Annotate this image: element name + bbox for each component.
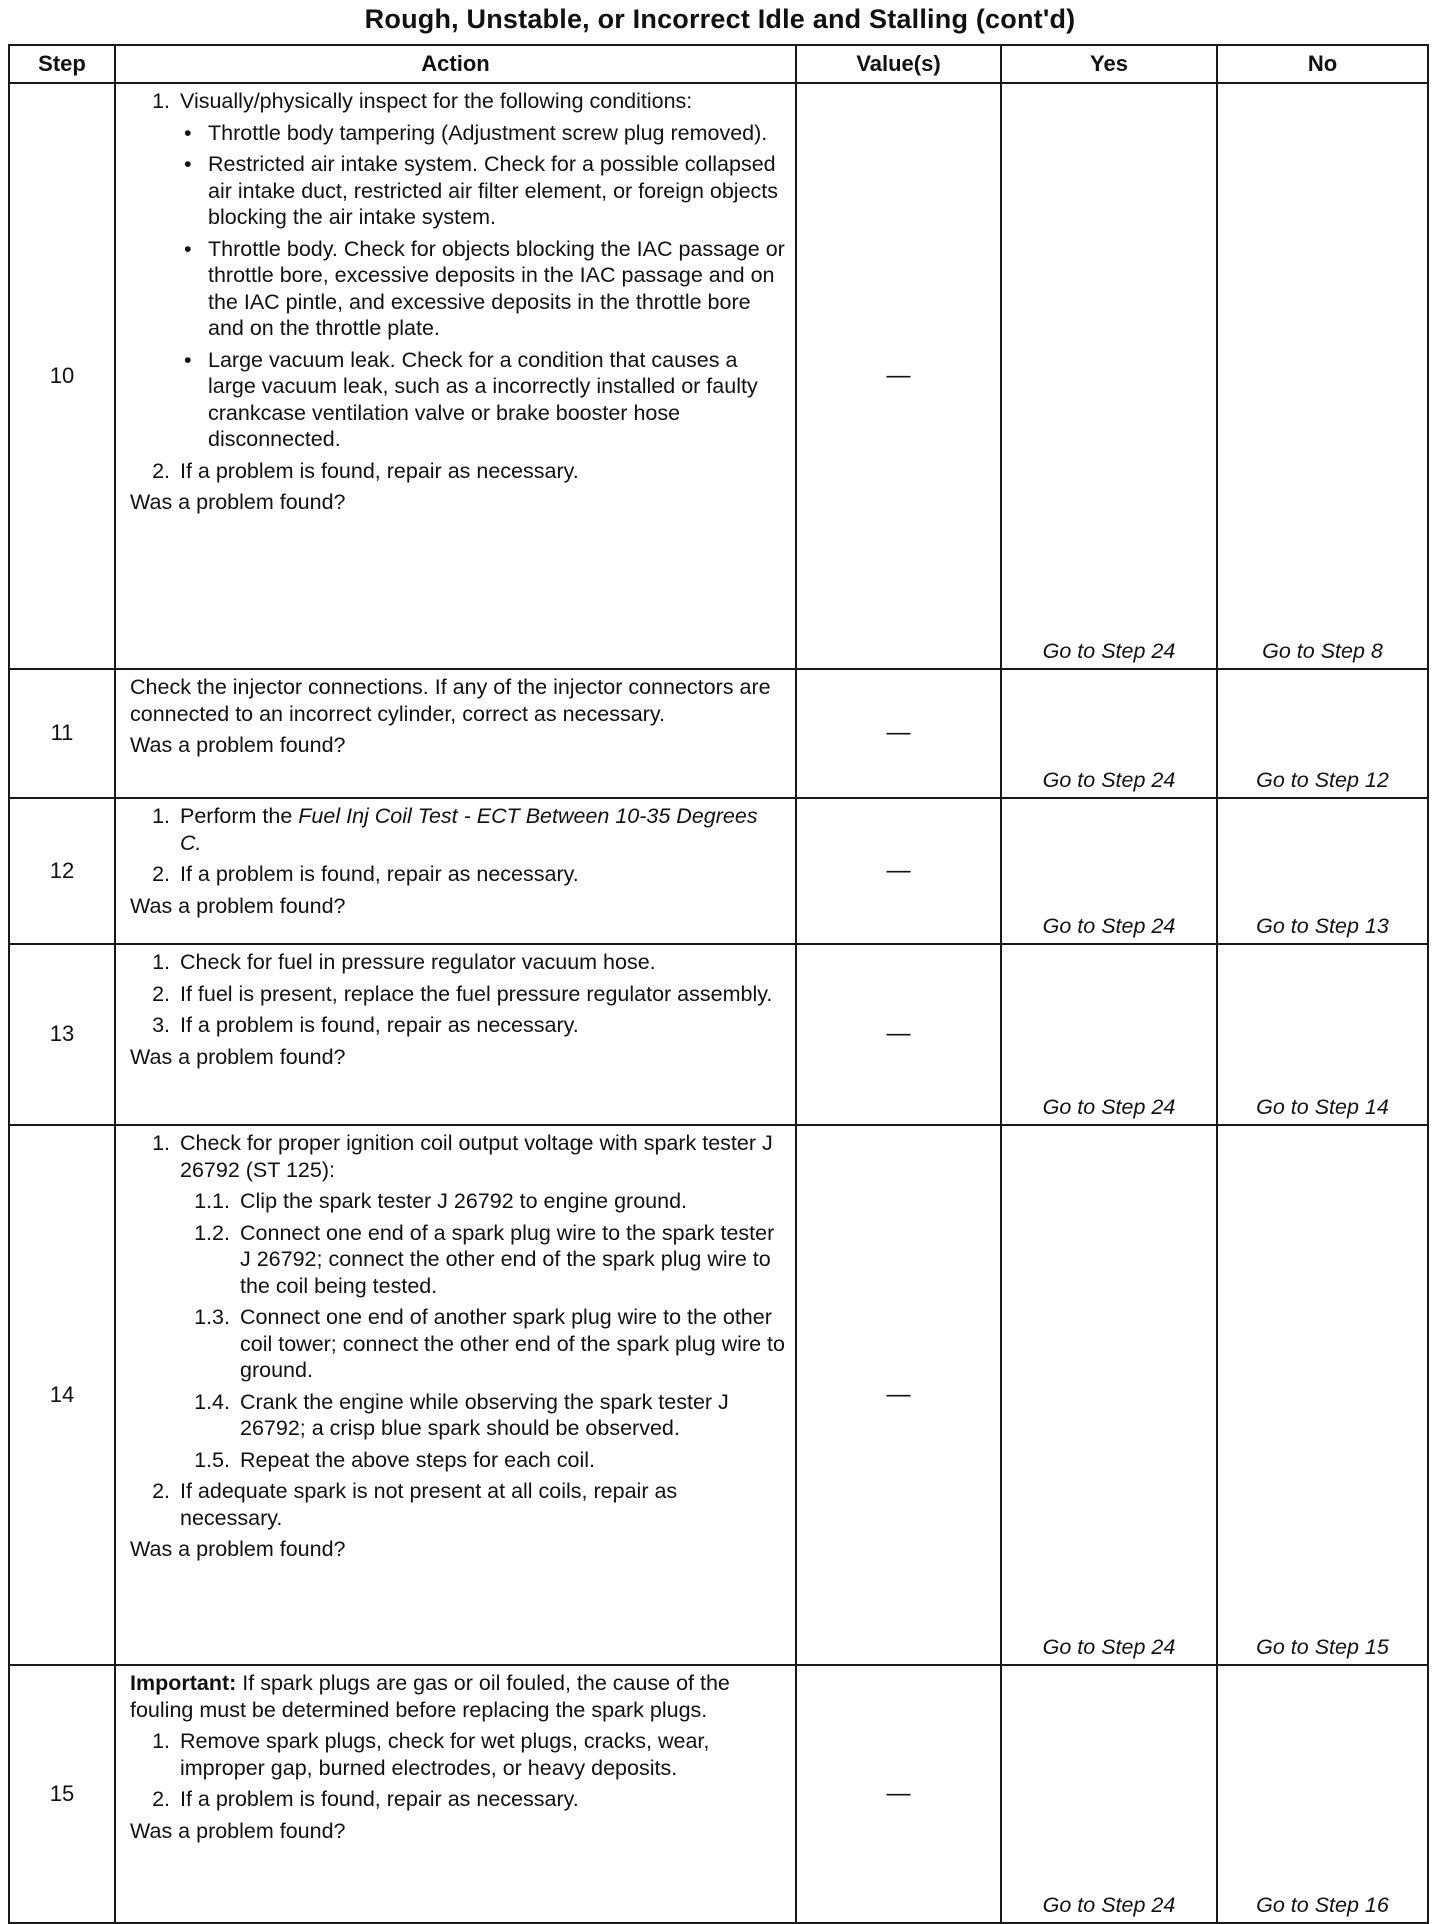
yes-cell — [1001, 83, 1217, 669]
action-text: Check the injector connections. If any of the injector connectors are connected to an incorrect cylinder, correct as necessary. — [130, 675, 771, 726]
important-text: If spark plugs are gas or oil fouled, the cause of the fouling must be determined before replacing the spark plugs. — [130, 1671, 730, 1722]
sub-item-number: 1.1. — [194, 1189, 230, 1213]
sub-item-text: Connect one end of another spark plug wire to the other coil tower; connect the other end of the spark plug wire to ground. — [240, 1305, 785, 1382]
no-link[interactable]: Go to Step 12 — [1256, 767, 1389, 792]
sub-list-item — [130, 1188, 785, 1215]
sub-list-item — [130, 1389, 785, 1442]
step-number: 15 — [9, 1665, 115, 1923]
no-link[interactable]: Go to Step 14 — [1256, 1094, 1389, 1119]
table-row — [9, 83, 1428, 669]
step-number: 14 — [9, 1125, 115, 1665]
no-link[interactable]: Go to Step 13 — [1256, 913, 1389, 938]
bullet-text: Large vacuum leak. Check for a condition that causes a large vacuum leak, such as a incorrectly installed or faulty crankcase ventilation valve or brake booster hose disconnected. — [208, 347, 758, 451]
list-item — [130, 803, 785, 856]
step-number: 10 — [9, 83, 115, 669]
sub-list-item — [130, 1220, 785, 1300]
item-number: 1. — [152, 950, 170, 974]
yes-cell — [1001, 1125, 1217, 1665]
list-item — [130, 1130, 785, 1183]
yes-cell — [1001, 798, 1217, 944]
value-cell: — — [796, 83, 1001, 669]
table-row — [9, 944, 1428, 1125]
yes-link[interactable]: Go to Step 24 — [1042, 1634, 1176, 1659]
bullet-item — [130, 151, 785, 231]
no-cell — [1217, 1665, 1428, 1923]
no-cell — [1217, 669, 1428, 798]
value-cell: — — [796, 798, 1001, 944]
yes-link[interactable]: Go to Step 24 — [1042, 638, 1176, 663]
item-number: 1. — [152, 89, 170, 113]
item-text: Remove spark plugs, check for wet plugs, cracks, wear, improper gap, burned electrodes, or heavy deposits. — [180, 1729, 710, 1780]
item-text: If adequate spark is not present at all coils, repair as necessary. — [180, 1479, 678, 1530]
question-text: Was a problem found? — [130, 733, 346, 757]
action-cell — [115, 798, 796, 944]
item-number: 1. — [152, 1729, 170, 1753]
yes-link[interactable]: Go to Step 24 — [1042, 1892, 1176, 1917]
list-item — [130, 1728, 785, 1781]
yes-cell — [1001, 1665, 1217, 1923]
yes-cell — [1001, 669, 1217, 798]
header-step: Step — [9, 45, 115, 83]
item-text: If fuel is present, replace the fuel pressure regulator assembly. — [180, 981, 773, 1006]
item-text: Visually/physically inspect for the following conditions: — [180, 89, 693, 113]
item-text: If a problem is found, repair as necessary. — [180, 1013, 579, 1037]
step-number: 12 — [9, 798, 115, 944]
no-cell — [1217, 798, 1428, 944]
question-text: Was a problem found? — [130, 1044, 346, 1069]
item-number: 2. — [152, 1787, 170, 1811]
item-number: 1. — [152, 804, 170, 828]
item-number: 1. — [152, 1131, 170, 1155]
question-text: Was a problem found? — [130, 490, 346, 514]
header-row — [9, 45, 1428, 83]
page-title: Rough, Unstable, or Incorrect Idle and Stalling (cont'd) — [364, 4, 1076, 34]
list-item — [130, 88, 785, 115]
bullet-icon: • — [184, 152, 192, 176]
no-cell — [1217, 1125, 1428, 1665]
important-note — [130, 1670, 785, 1723]
question-text: Was a problem found? — [130, 893, 346, 918]
action-cell — [115, 1665, 796, 1923]
no-cell — [1217, 83, 1428, 669]
item-text-lead: Perform the — [180, 804, 299, 828]
step-number: 11 — [9, 669, 115, 798]
list-item — [130, 1786, 785, 1813]
list-item — [130, 458, 785, 485]
item-text: Check for fuel in pressure regulator vacuum hose. — [180, 950, 656, 974]
sub-list-item — [130, 1304, 785, 1384]
sub-item-number: 1.5. — [194, 1447, 230, 1472]
item-text: Check for proper ignition coil output voltage with spark tester J 26792 (ST 125): — [180, 1131, 773, 1182]
value-cell: — — [796, 1665, 1001, 1923]
sub-item-number: 1.4. — [194, 1389, 230, 1414]
list-item — [130, 1012, 785, 1039]
list-item — [130, 861, 785, 888]
sub-item-text: Crank the engine while observing the spark tester J 26792; a crisp blue spark should be observed. — [240, 1389, 729, 1440]
diagnostic-table — [8, 44, 1429, 1924]
sub-item-text: Connect one end of a spark plug wire to the spark tester J 26792; connect the other end of the spark plug wire to the coil being tested. — [240, 1220, 775, 1298]
no-link[interactable]: Go to Step 16 — [1256, 1892, 1389, 1917]
step-number: 13 — [9, 944, 115, 1125]
yes-link[interactable]: Go to Step 24 — [1042, 767, 1176, 792]
bullet-icon: • — [184, 236, 192, 261]
bullet-item — [130, 236, 785, 342]
item-text: If a problem is found, repair as necessary. — [180, 1787, 579, 1811]
header-action: Action — [115, 45, 796, 83]
list-item — [130, 1478, 785, 1531]
list-item — [130, 981, 785, 1008]
action-cell — [115, 83, 796, 669]
header-values: Value(s) — [796, 45, 1001, 83]
bullet-text: Restricted air intake system. Check for a possible collapsed air intake duct, restricted air filter element, or foreign objects blocking the air intake system. — [208, 152, 779, 229]
bullet-item — [130, 120, 785, 147]
item-number: 2. — [152, 458, 170, 483]
no-cell — [1217, 944, 1428, 1125]
table-row — [9, 798, 1428, 944]
value-cell: — — [796, 669, 1001, 798]
action-cell — [115, 1125, 796, 1665]
action-cell — [115, 669, 796, 798]
value-cell: — — [796, 1125, 1001, 1665]
sub-item-number: 1.3. — [194, 1305, 230, 1329]
list-item — [130, 949, 785, 976]
header-yes: Yes — [1001, 45, 1217, 83]
sub-item-text: Clip the spark tester J 26792 to engine ground. — [240, 1189, 688, 1213]
value-cell: — — [796, 944, 1001, 1125]
test-name: Fuel Inj Coil Test - ECT Between 10-35 Degrees C. — [180, 804, 758, 855]
bullet-icon: • — [184, 120, 192, 145]
question-text: Was a problem found? — [130, 1818, 346, 1843]
yes-link[interactable]: Go to Step 24 — [1042, 1094, 1176, 1119]
bullet-text: Throttle body tampering (Adjustment screw plug removed). — [208, 120, 768, 145]
header-no: No — [1217, 45, 1428, 83]
yes-cell — [1001, 944, 1217, 1125]
item-number: 3. — [152, 1013, 170, 1037]
bullet-icon: • — [184, 347, 192, 372]
important-label: Important: — [130, 1671, 237, 1695]
item-number: 2. — [152, 981, 170, 1006]
item-number: 2. — [152, 1479, 170, 1503]
sub-item-number: 1.2. — [194, 1220, 230, 1245]
item-text: If a problem is found, repair as necessary. — [180, 458, 579, 483]
question-text: Was a problem found? — [130, 1537, 346, 1561]
sub-item-text: Repeat the above steps for each coil. — [240, 1447, 595, 1472]
no-link[interactable]: Go to Step 15 — [1256, 1634, 1389, 1659]
table-row — [9, 1665, 1428, 1923]
table-row — [9, 669, 1428, 798]
no-link[interactable]: Go to Step 8 — [1262, 638, 1383, 663]
yes-link[interactable]: Go to Step 24 — [1042, 913, 1176, 938]
table-row — [9, 1125, 1428, 1665]
action-cell — [115, 944, 796, 1125]
bullet-item — [130, 347, 785, 453]
sub-list-item — [130, 1447, 785, 1474]
item-text — [180, 803, 785, 856]
item-number: 2. — [152, 862, 170, 886]
item-text: If a problem is found, repair as necessary. — [180, 862, 579, 886]
bullet-text: Throttle body. Check for objects blocking the IAC passage or throttle bore, excessive deposits in the IAC passage and on the IAC pintle, and excessive deposits in the throttle bore and on the throttle plate. — [208, 236, 785, 340]
